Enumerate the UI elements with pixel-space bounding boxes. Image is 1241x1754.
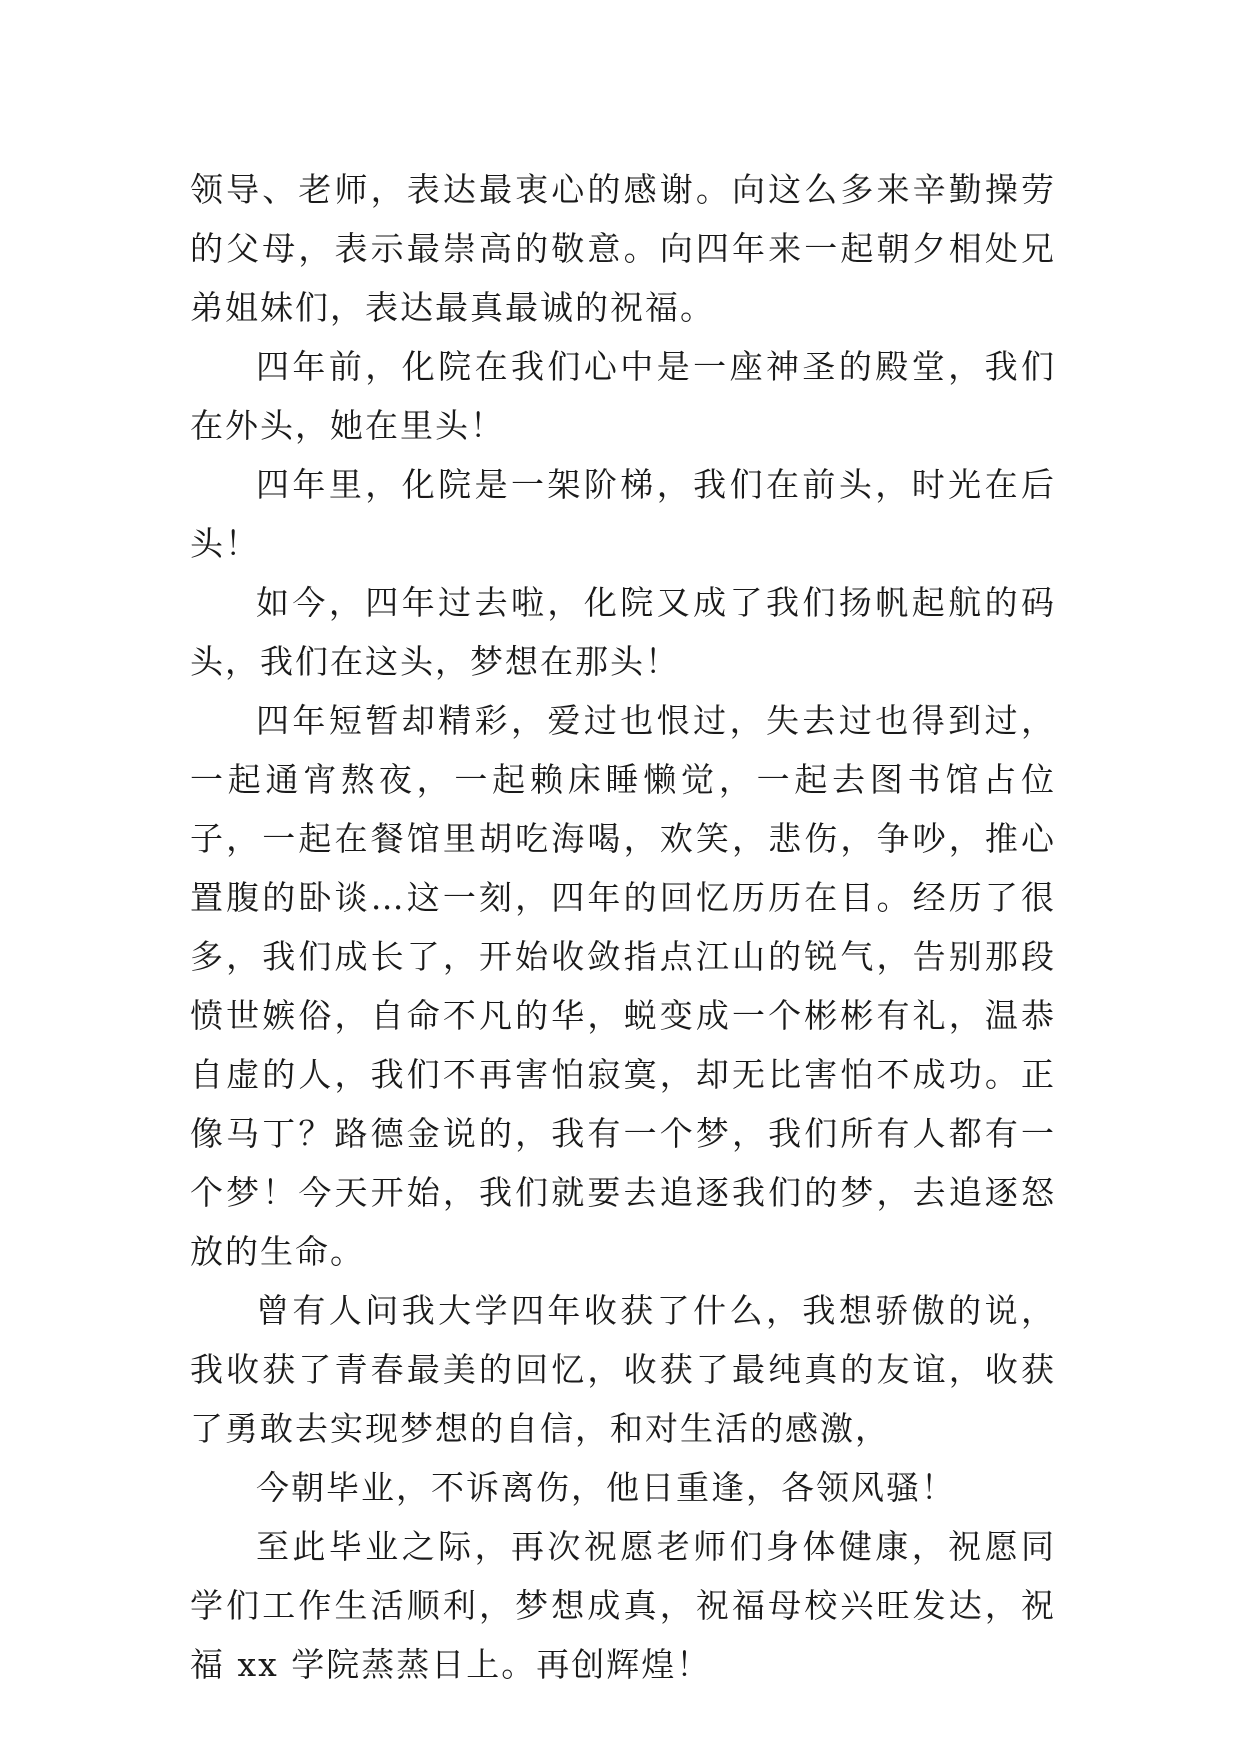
paragraph: 今朝毕业，不诉离伤，他日重逢，各领风骚！	[256, 1468, 956, 1507]
paragraph: 四年短暂却精彩，爱过也恨过，失去过也得到过，一起通宵熬夜，一起赖床睡懒觉，一起去图书馆占位子，一起在餐馆里胡吃海喝，欢笑，悲伤，争吵，推心置腹的卧谈…这一刻，四年的回忆历历在目。经历了很多，我们成长了，开始收敛指点江山的锐气，告别那段愤世嫉俗，自命不凡的华，蜕变成一个彬彬有礼，温恭自虚的人，我们不再害怕寂寞，却无比害怕不成功。正像马丁？路德金说的，我有一个梦，我们所有人都有一个梦！今天开始，我们就要去追逐我们的梦，去追逐怒放的生命。	[190, 701, 1056, 1271]
paragraph: 四年前，化院在我们心中是一座神圣的殿堂，我们在外头，她在里头！	[190, 347, 1056, 445]
paragraph: 至此毕业之际，再次祝愿老师们身体健康，祝愿同学们工作生活顺利，梦想成真，祝福母校兴旺发达，祝福 xx 学院蒸蒸日上。再创辉煌！	[190, 1527, 1056, 1684]
paragraph-continuation: 领导、老师，表达最衷心的感谢。向这么多来辛勤操劳的父母，表示最崇高的敬意。向四年来一起朝夕相处兄弟姐妹们，表达最真最诚的祝福。	[190, 170, 1056, 327]
paragraph: 如今，四年过去啦，化院又成了我们扬帆起航的码头，我们在这头，梦想在那头！	[190, 583, 1056, 681]
paragraph: 曾有人问我大学四年收获了什么，我想骄傲的说，我收获了青春最美的回忆，收获了最纯真的友谊，收获了勇敢去实现梦想的自信，和对生活的感激，	[190, 1291, 1056, 1448]
document-body	[190, 160, 1056, 1694]
paragraph: 四年里，化院是一架阶梯，我们在前头，时光在后头！	[190, 465, 1056, 563]
